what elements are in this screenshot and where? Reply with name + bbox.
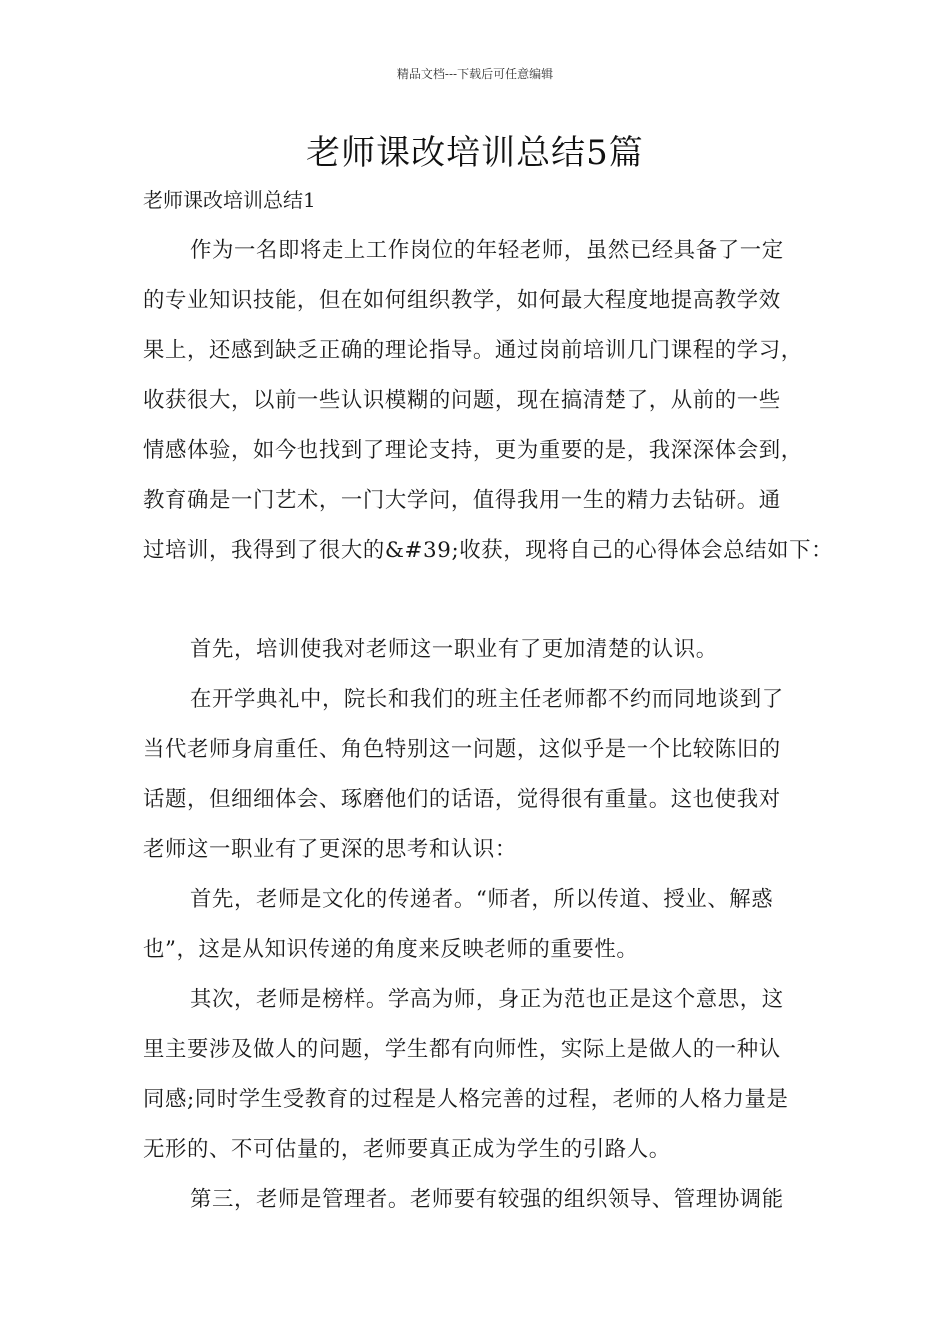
paragraph-line: 果上，还感到缺乏正确的理论指导。通过岗前培训几门课程的学习， bbox=[143, 338, 803, 363]
paragraph-line: 过培训，我得到了很大的&#39;收获，现将自己的心得体会总结如下： bbox=[143, 538, 834, 563]
paragraph-line: 情感体验，如今也找到了理论支持，更为重要的是，我深深体会到， bbox=[143, 438, 803, 463]
paragraph-line: 无形的、不可估量的，老师要真正成为学生的引路人。 bbox=[143, 1137, 671, 1162]
paragraph-line: 话题，但细细体会、琢磨他们的话语，觉得很有重量。这也使我对 bbox=[143, 787, 781, 812]
page-title: 老师课改培训总结5篇 bbox=[306, 133, 644, 173]
paragraph-line: 也”，这是从知识传递的角度来反映老师的重要性。 bbox=[143, 937, 639, 962]
header-note: 精品文档---下载后可任意编辑 bbox=[396, 67, 554, 81]
paragraph-line: 里主要涉及做人的问题，学生都有向师性，实际上是做人的一种认 bbox=[143, 1037, 781, 1062]
paragraph-line: 教育确是一门艺术，一门大学问，值得我用一生的精力去钻研。通 bbox=[143, 488, 781, 513]
paragraph-line: 的专业知识技能，但在如何组织教学，如何最大程度地提高教学效 bbox=[143, 288, 781, 313]
paragraph-line: 首先，老师是文化的传递者。“师者，所以传道、授业、解惑 bbox=[190, 887, 774, 912]
paragraph-line: 在开学典礼中，院长和我们的班主任老师都不约而同地谈到了 bbox=[190, 687, 784, 712]
paragraph-line: 收获很大，以前一些认识模糊的问题，现在搞清楚了，从前的一些 bbox=[143, 388, 781, 413]
paragraph-line: 当代老师身肩重任、角色特别这一问题，这似乎是一个比较陈旧的 bbox=[143, 737, 781, 762]
section-subtitle: 老师课改培训总结1 bbox=[143, 188, 316, 212]
paragraph-line: 首先，培训使我对老师这一职业有了更加清楚的认识。 bbox=[190, 637, 718, 662]
paragraph-line: 第三，老师是管理者。老师要有较强的组织领导、管理协调能 bbox=[190, 1187, 784, 1212]
paragraph-line: 作为一名即将走上工作岗位的年轻老师，虽然已经具备了一定 bbox=[190, 238, 784, 263]
paragraph-line: 同感;同时学生受教育的过程是人格完善的过程，老师的人格力量是 bbox=[143, 1087, 789, 1112]
paragraph-line: 其次，老师是榜样。学高为师，身正为范也正是这个意思，这 bbox=[190, 987, 784, 1012]
paragraph-line: 老师这一职业有了更深的思考和认识： bbox=[143, 837, 517, 862]
